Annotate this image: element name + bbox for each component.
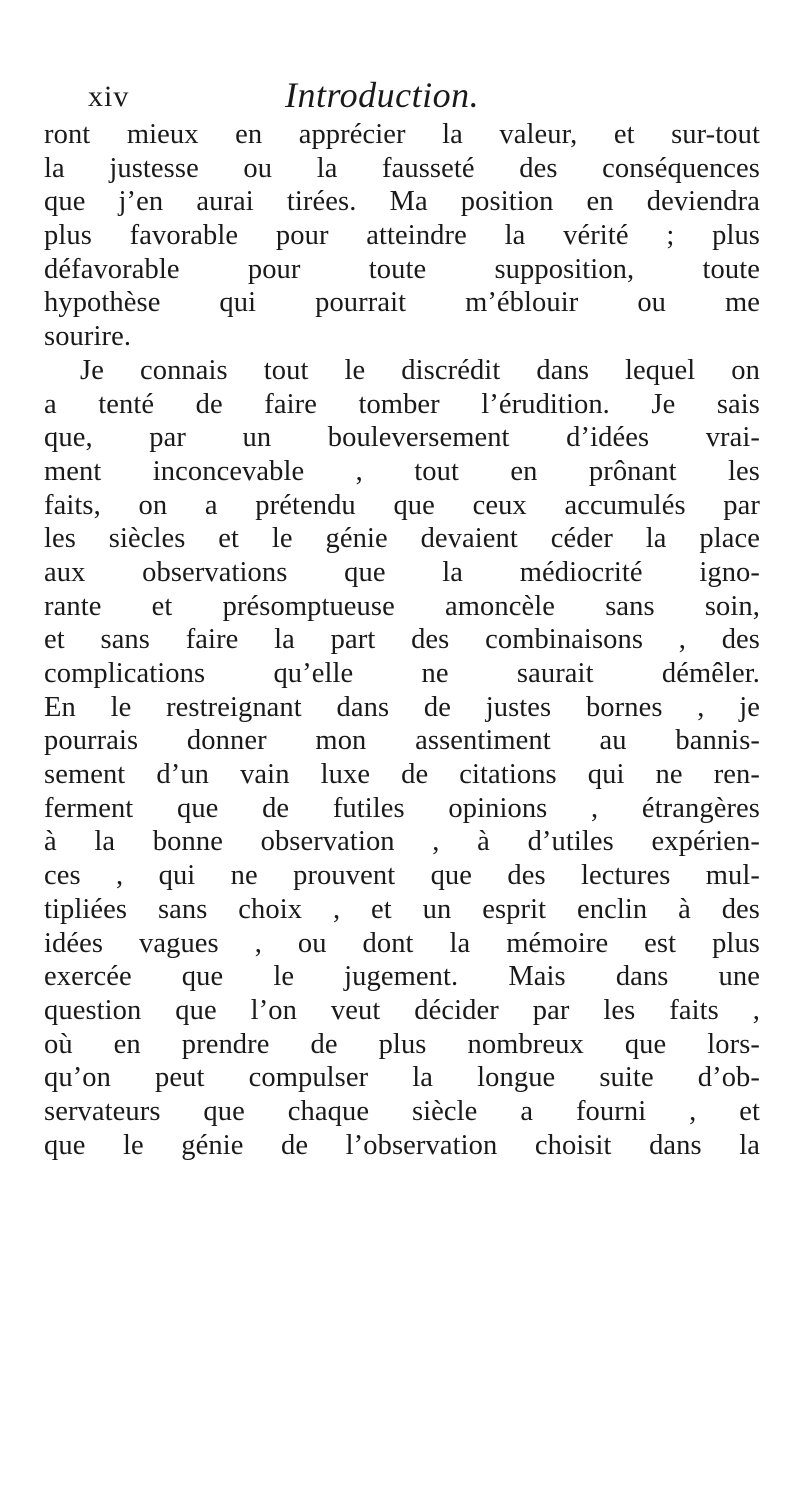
text-line: que j’en aurai tirées. Ma position en deviendra [44, 186, 760, 218]
text-line: que le génie de l’observation choisit dans la [44, 1129, 760, 1161]
text-line: servateurs que chaque siècle a fourni , et [44, 1095, 760, 1127]
text-line: plus favorable pour atteindre la vérité ; plus [44, 220, 760, 252]
page-number: xiv [88, 80, 130, 113]
text-line: sourire. [44, 321, 132, 353]
text-line: question que l’on veut décider par les faits , [44, 994, 760, 1026]
text-line: les siècles et le génie devaient céder la place [44, 523, 760, 555]
text-line: la justesse ou la fausseté des conséquences [44, 152, 760, 184]
text-line: ront mieux en apprécier la valeur, et sur-tout [44, 119, 760, 150]
text-line: que, par un bouleversement d’idées vrai- [44, 422, 760, 454]
text-line: complications qu’elle ne saurait démêler. [44, 658, 760, 689]
text-line: pourrais donner mon assentiment au bannis- [44, 725, 760, 757]
text-line: rante et présomptueuse amoncèle sans soin, [44, 590, 760, 622]
text-line: tipliées sans choix , et un esprit enclin à des [44, 893, 760, 925]
text-line: hypothèse qui pourrait m’éblouir ou me [44, 287, 760, 319]
text-line: sement d’un vain luxe de citations qui ne ren- [44, 759, 760, 791]
text-line: idées vagues , ou dont la mémoire est plus [44, 927, 760, 959]
text-line: ferment que de futiles opinions , étrangères [44, 792, 760, 824]
running-head [88, 74, 728, 114]
text-line: ment inconcevable , tout en prônant les [44, 455, 760, 487]
body-text [44, 118, 760, 1162]
text-line: et sans faire la part des combinaisons , des [44, 624, 760, 656]
text-line: où en prendre de plus nombreux que lors- [44, 1028, 760, 1060]
text-line: à la bonne observation , à d’utiles expérien- [44, 826, 760, 858]
text-line: qu’on peut compulser la longue suite d’ob- [44, 1062, 760, 1094]
text-line: Je connais tout le discrédit dans lequel on [80, 354, 760, 386]
text-line: faits, on a prétendu que ceux accumulés par [44, 489, 760, 521]
text-line: En le restreignant dans de justes bornes , je [44, 691, 760, 723]
text-line: exercée que le jugement. Mais dans une [44, 961, 760, 993]
text-line: a tenté de faire tomber l’érudition. Je sais [44, 388, 760, 420]
running-title: Introduction. [285, 75, 480, 115]
text-line: défavorable pour toute supposition, toute [44, 253, 760, 285]
text-line: ces , qui ne prouvent que des lectures mul- [44, 860, 760, 892]
text-line: aux observations que la médiocrité igno- [44, 556, 760, 588]
